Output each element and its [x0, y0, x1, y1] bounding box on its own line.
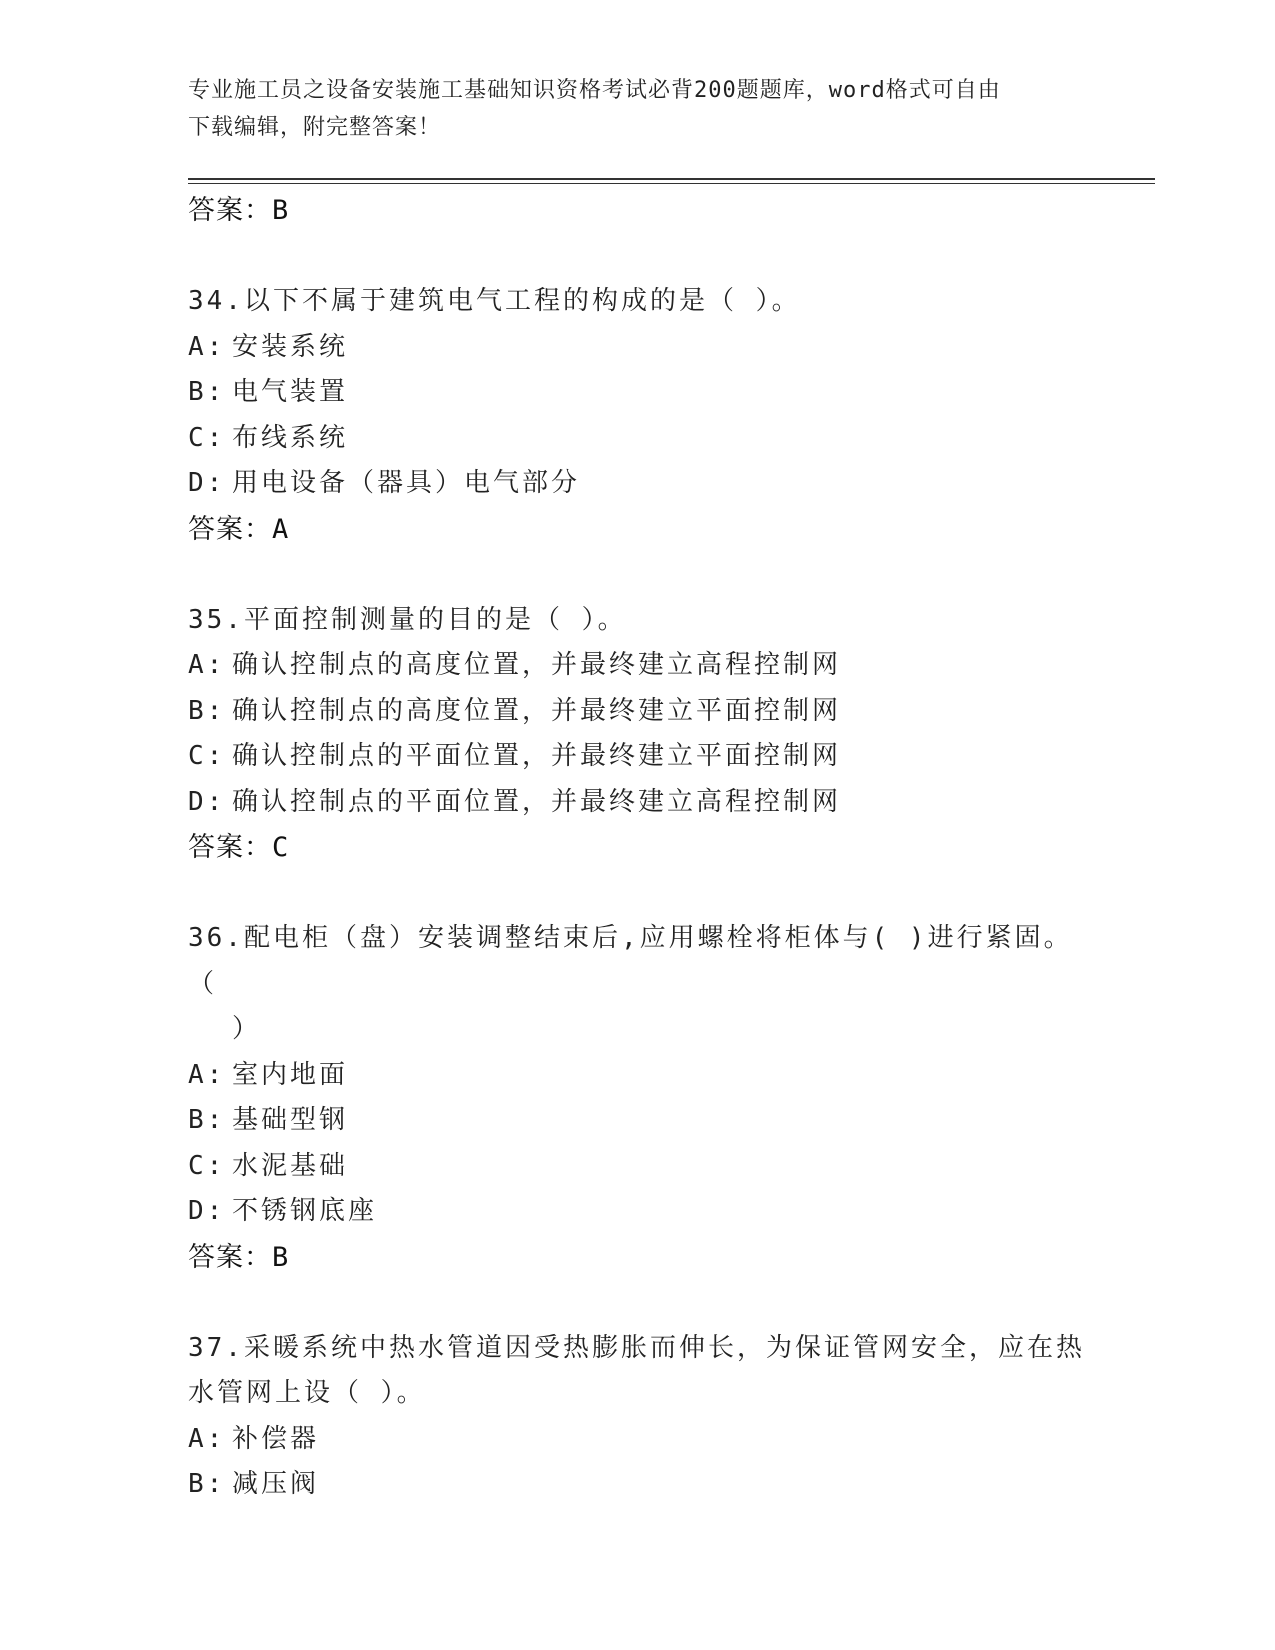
- question-stem-continued: [188, 1371, 1088, 1417]
- question-stem: [188, 279, 1088, 325]
- option-text: 基础型钢: [232, 1105, 349, 1135]
- question-number: 37.: [188, 1332, 244, 1363]
- option-key: B:: [188, 1469, 226, 1499]
- question-stem: [188, 598, 1088, 644]
- option-text: 电气装置: [232, 377, 349, 407]
- question-stem-continued: [188, 1007, 1088, 1053]
- option-item: [188, 780, 1088, 826]
- question-stem: [188, 916, 1088, 1007]
- answer-value: A: [272, 513, 290, 545]
- answer-line: [188, 825, 1088, 871]
- option-key: A:: [188, 1423, 226, 1454]
- option-item: [188, 325, 1088, 371]
- option-item: [188, 416, 1088, 462]
- answer-label: 答案：: [188, 832, 272, 863]
- question-content: [188, 188, 1088, 1508]
- option-item: [188, 643, 1088, 689]
- option-item: [188, 370, 1088, 416]
- option-key: A:: [188, 331, 226, 362]
- answer-line: [188, 188, 1088, 234]
- question-stem: [188, 1326, 1088, 1372]
- header-line-2: 下载编辑，附完整答案！: [188, 115, 442, 140]
- option-key: D:: [188, 786, 226, 817]
- option-item: [188, 689, 1088, 735]
- question-number: 34.: [188, 286, 244, 316]
- option-text: 安装系统: [232, 331, 349, 362]
- option-key: B:: [188, 377, 226, 407]
- option-item: [188, 1189, 1088, 1235]
- option-item: [188, 1144, 1088, 1190]
- option-text: 室内地面: [232, 1059, 349, 1090]
- option-key: A:: [188, 650, 226, 680]
- option-item: [188, 1462, 1088, 1508]
- answer-label: 答案：: [188, 195, 272, 226]
- option-text: 水泥基础: [232, 1150, 349, 1181]
- header-divider: [188, 178, 1155, 180]
- option-text: 确认控制点的平面位置，并最终建立高程控制网: [232, 786, 842, 817]
- answer-line: [188, 507, 1088, 553]
- option-key: C:: [188, 422, 226, 453]
- option-text: 布线系统: [232, 422, 349, 453]
- option-item: [188, 1098, 1088, 1144]
- option-key: B:: [188, 695, 226, 726]
- spacer: [188, 234, 1088, 279]
- question-text: 采暖系统中热水管道因受热膨胀而伸长，为保证管网安全，应在热: [243, 1332, 1085, 1363]
- option-text: 不锈钢底座: [232, 1196, 378, 1226]
- option-key: D:: [188, 1196, 226, 1226]
- spacer: [188, 871, 1088, 916]
- option-key: C:: [188, 741, 226, 771]
- option-text: 确认控制点的高度位置，并最终建立平面控制网: [232, 695, 842, 726]
- answer-label: 答案：: [188, 513, 272, 545]
- option-text: 确认控制点的平面位置，并最终建立平面控制网: [232, 741, 842, 771]
- option-text: 补偿器: [232, 1423, 320, 1454]
- answer-line: [188, 1235, 1088, 1281]
- option-item: [188, 1417, 1088, 1463]
- header-line-1: 专业施工员之设备安装施工基础知识资格考试必背200题题库，word格式可自由: [188, 78, 1001, 103]
- answer-value: B: [272, 1241, 290, 1273]
- option-text: 确认控制点的高度位置，并最终建立高程控制网: [232, 650, 842, 680]
- question-number: 36.: [188, 923, 244, 953]
- option-key: D:: [188, 468, 226, 498]
- option-item: [188, 1053, 1088, 1099]
- answer-label: 答案：: [188, 1241, 272, 1273]
- option-item: [188, 461, 1088, 507]
- header-divider-thin: [188, 183, 1155, 184]
- option-text: 减压阀: [232, 1469, 320, 1499]
- question-text: 以下不属于建筑电气工程的构成的是（ ）。: [243, 286, 801, 316]
- option-key: C:: [188, 1150, 226, 1181]
- spacer: [188, 553, 1088, 598]
- document-header: [188, 72, 1068, 146]
- question-text: 配电柜（盘）安装调整结束后,应用螺栓将柜体与( )进行紧固。（: [188, 923, 1073, 999]
- option-key: B:: [188, 1105, 226, 1135]
- answer-value: B: [272, 195, 290, 226]
- answer-value: C: [272, 832, 290, 863]
- question-text-continued: ）: [232, 1014, 262, 1044]
- spacer: [188, 1281, 1088, 1326]
- option-key: A:: [188, 1059, 226, 1090]
- option-text: 用电设备（器具）电气部分: [232, 468, 581, 498]
- question-text: 平面控制测量的目的是（ ）。: [243, 604, 627, 635]
- question-number: 35.: [188, 604, 244, 635]
- option-item: [188, 734, 1088, 780]
- question-text-continued: 水管网上设（ ）。: [188, 1378, 426, 1408]
